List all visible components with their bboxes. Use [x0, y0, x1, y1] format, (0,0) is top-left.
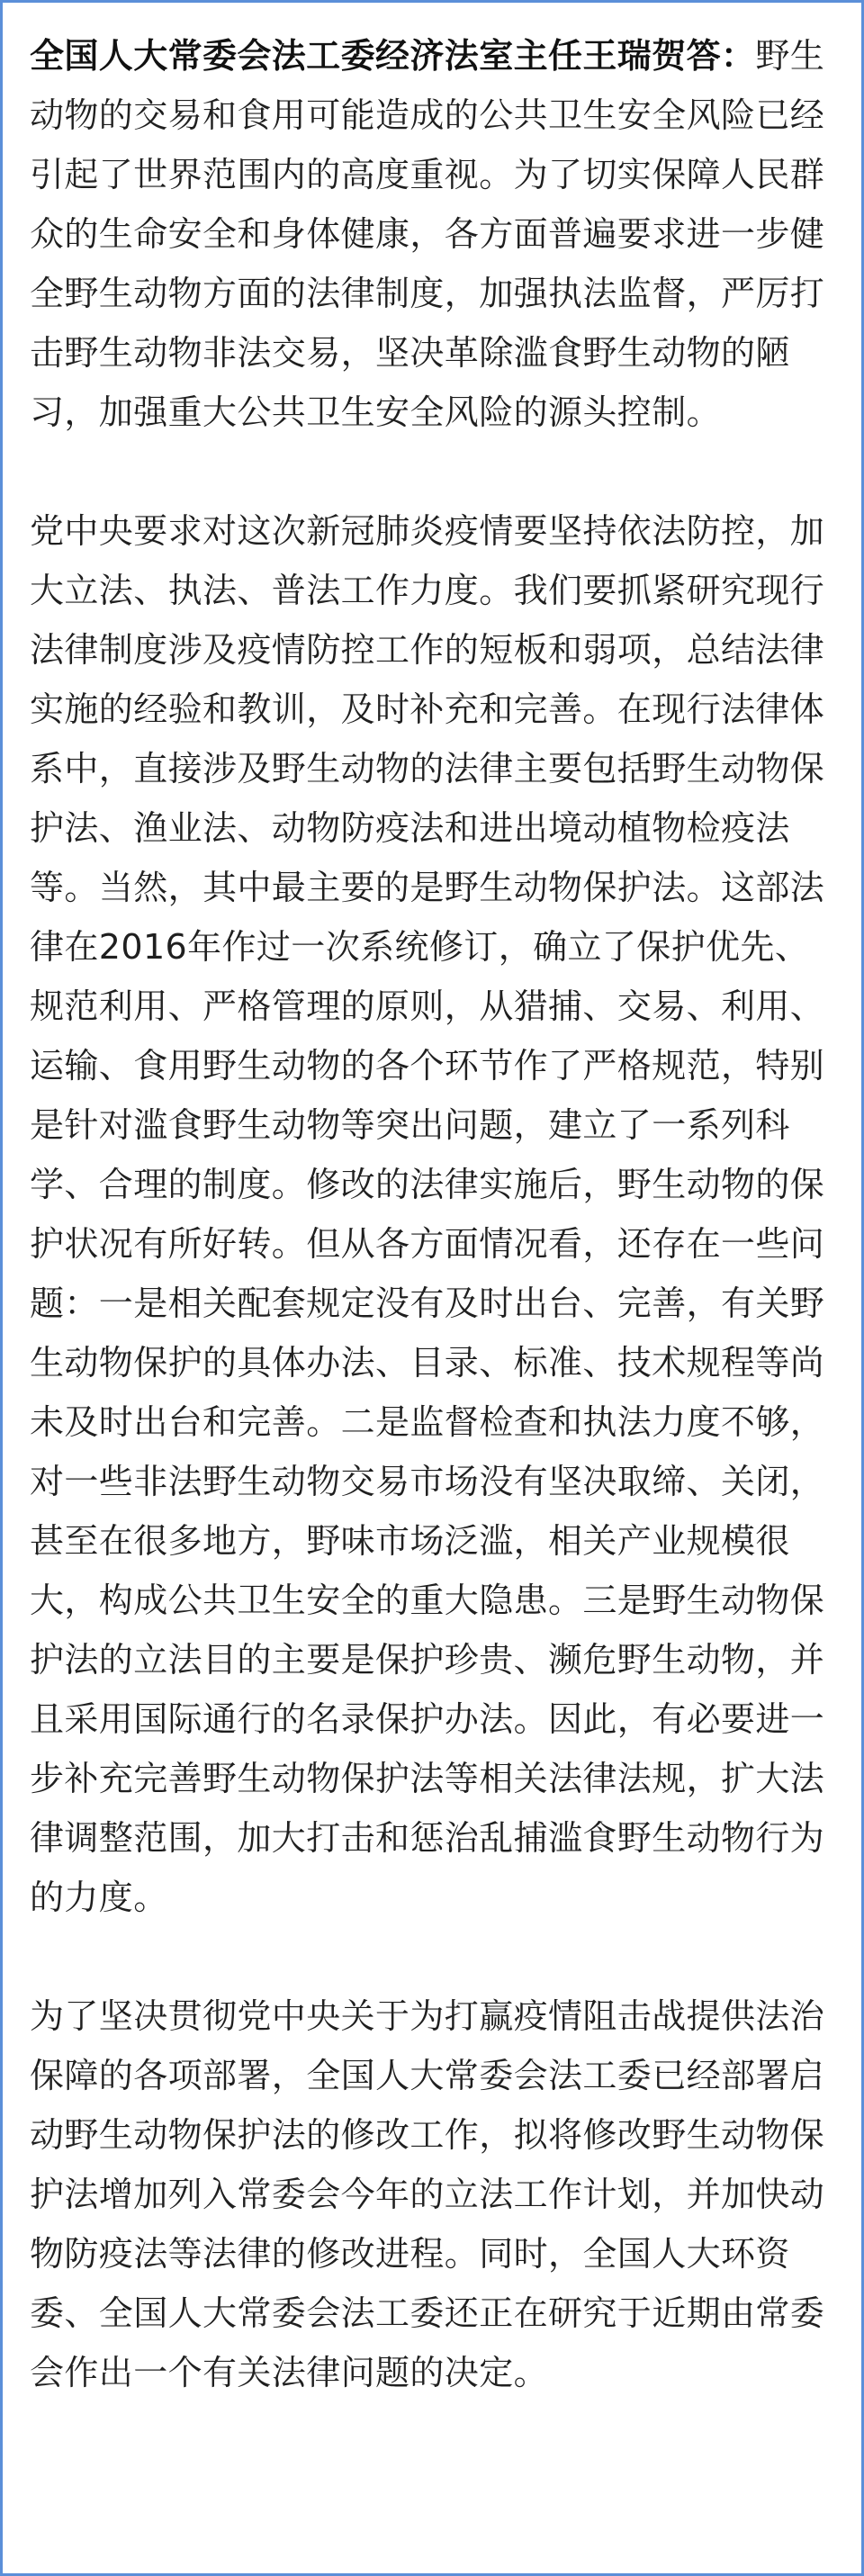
paragraph-1 — [30, 26, 840, 442]
speaker-label: 全国人大常委会法工委经济法室主任王瑞贺答 — [30, 36, 722, 76]
speaker-colon: ： — [721, 36, 756, 76]
paragraph-1-text: 野生动物的交易和食用可能造成的公共卫生安全风险已经引起了世界范围内的高度重视。为了切实保障人民群众的生命安全和身体健康，各方面普遍要求进一步健全野生动物方面的法律制度，加强执法监督，严厉打击野生动物非法交易，坚决革除滥食野生动物的陋习，加强重大公共卫生安全风险的源头控制。 — [30, 36, 825, 432]
paragraph-2 — [30, 501, 840, 1927]
paragraph-3-text: 为了坚决贯彻党中央关于为打赢疫情阻击战提供法治保障的各项部署，全国人大常委会法工委已经部署启动野生动物保护法的修改工作，拟将修改野生动物保护法增加列入常委会今年的立法工作计划，并加快动物防疫法等法律的修改进程。同时，全国人大环资委、全国人大常委会法工委还正在研究于近期由常委会作出一个有关法律问题的决定。 — [30, 1996, 825, 2392]
paragraph-3 — [30, 1986, 840, 2402]
paragraph-2-text: 党中央要求对这次新冠肺炎疫情要坚持依法防控，加大立法、执法、普法工作力度。我们要抓紧研究现行法律制度涉及疫情防控工作的短板和弱项，总结法律实施的经验和教训，及时补充和完善。在现行法律体系中，直接涉及野生动物的法律主要包括野生动物保护法、渔业法、动物防疫法和进出境动植物检疫法等。当然，其中最主要的是野生动物保护法。这部法律在2016年作过一次系统修订，确立了保护优先、规范利用、严格管理的原则，从猎捕、交易、利用、运输、食用野生动物的各个环节作了严格规范，特别是针对滥食野生动物等突出问题，建立了一系列科学、合理的制度。修改的法律实施后，野生动物的保护状况有所好转。但从各方面情况看，还存在一些问题：一是相关配套规定没有及时出台、完善，有关野生动物保护的具体办法、目录、标准、技术规程等尚未及时出台和完善。二是监督检查和执法力度不够，对一些非法野生动物交易市场没有坚决取缔、关闭，甚至在很多地方，野味市场泛滥，相关产业规模很大，构成公共卫生安全的重大隐患。三是野生动物保护法的立法目的主要是保护珍贵、濒危野生动物，并且采用国际通行的名录保护办法。因此，有必要进一步补充完善野生动物保护法等相关法律法规，扩大法律调整范围，加大打击和惩治乱捕滥食野生动物行为的力度。 — [30, 511, 825, 1917]
article-body — [30, 26, 840, 2402]
